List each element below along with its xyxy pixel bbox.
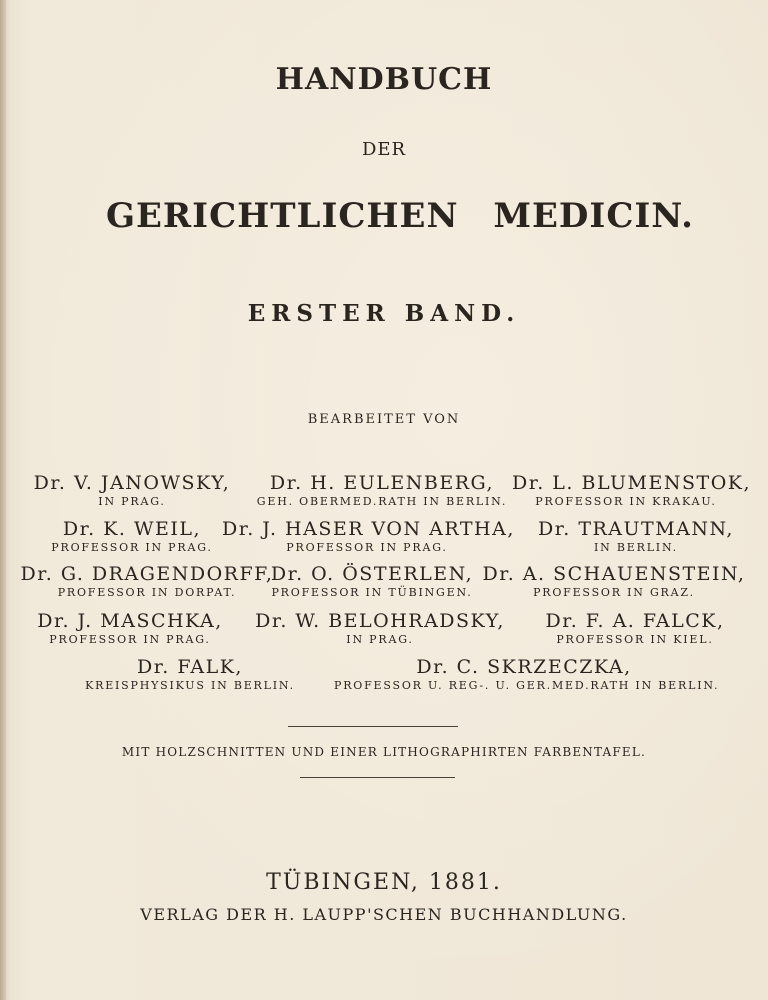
author-belohradsky	[252, 609, 508, 647]
author-affiliation: PROFESSOR IN PRAG.	[49, 633, 211, 646]
author-affiliation: PROFESSOR IN KRAKAU.	[535, 495, 717, 508]
author-affiliation: PROFESSOR IN TÜBINGEN.	[271, 586, 473, 599]
author-name: Dr. C. SKRZECZKA,	[416, 656, 632, 678]
illustrations-note: MIT HOLZSCHNITTEN UND EINER LITHOGRAPHIRTEN FARBENTAFEL.	[121, 745, 647, 759]
author-maschka	[20, 609, 240, 647]
author-schauenstein	[482, 562, 746, 600]
imprint-publisher: VERLAG DER H. LAUPP'SCHEN BUCHHANDLUNG.	[140, 905, 628, 924]
author-dragendorff	[18, 562, 276, 600]
imprint-city-year: TÜBINGEN, 1881.	[266, 870, 502, 895]
divider-lower	[300, 777, 455, 778]
author-skrzeczka	[334, 655, 720, 693]
author-name: Dr. K. WEIL,	[62, 518, 202, 540]
divider-upper	[288, 726, 458, 727]
author-name: Dr. J. MASCHKA,	[37, 610, 223, 632]
author-haser-von-artha	[222, 517, 515, 555]
author-weil	[22, 517, 242, 555]
author-falck	[528, 609, 742, 647]
author-janowsky	[22, 471, 242, 509]
author-affiliation: KREISPHYSIKUS IN BERLIN.	[85, 679, 295, 692]
author-name: Dr. J. HASER VON ARTHA,	[222, 518, 515, 540]
author-affiliation: IN PRAG.	[98, 495, 166, 508]
author-name: Dr. H. EULENBERG,	[269, 472, 495, 494]
author-name: Dr. F. A. FALCK,	[545, 610, 725, 632]
author-name: Dr. TRAUTMANN,	[538, 518, 734, 540]
author-eulenberg	[232, 471, 532, 509]
title-handbuch: HANDBUCH	[275, 62, 493, 97]
edited-by-label: BEARBEITET VON	[307, 412, 461, 427]
author-name: Dr. A. SCHAUENSTEIN,	[482, 563, 746, 585]
author-affiliation: GEH. OBERMED.RATH IN BERLIN.	[256, 495, 508, 508]
author-affiliation: PROFESSOR IN PRAG.	[286, 541, 448, 554]
volume-label: ERSTER BAND.	[247, 300, 521, 327]
author-affiliation: PROFESSOR IN KIEL.	[556, 633, 714, 646]
author-affiliation: PROFESSOR IN DORPAT.	[57, 586, 237, 599]
title-der: DER	[361, 139, 407, 160]
author-falk	[60, 655, 320, 693]
author-name: Dr. O. ÖSTERLEN,	[270, 563, 474, 585]
author-name: Dr. L. BLUMENSTOK,	[512, 472, 752, 494]
author-affiliation: PROFESSOR U. REG-. U. GER.MED.RATH IN BERLIN.	[334, 679, 720, 692]
author-blumenstok	[512, 471, 752, 509]
author-oesterlen	[262, 562, 482, 600]
author-name: Dr. G. DRAGENDORFF,	[20, 563, 274, 585]
author-affiliation: IN BERLIN.	[594, 541, 678, 554]
title-gerichtlichen-medicin: GERICHTLICHEN MEDICIN.	[105, 196, 695, 236]
author-name: Dr. W. BELOHRADSKY,	[255, 610, 505, 632]
author-name: Dr. V. JANOWSKY,	[33, 472, 231, 494]
author-affiliation: IN PRAG.	[346, 633, 414, 646]
author-affiliation: PROFESSOR IN PRAG.	[51, 541, 213, 554]
author-affiliation: PROFESSOR IN GRAZ.	[533, 586, 695, 599]
author-trautmann	[532, 517, 740, 555]
author-name: Dr. FALK,	[137, 656, 243, 678]
